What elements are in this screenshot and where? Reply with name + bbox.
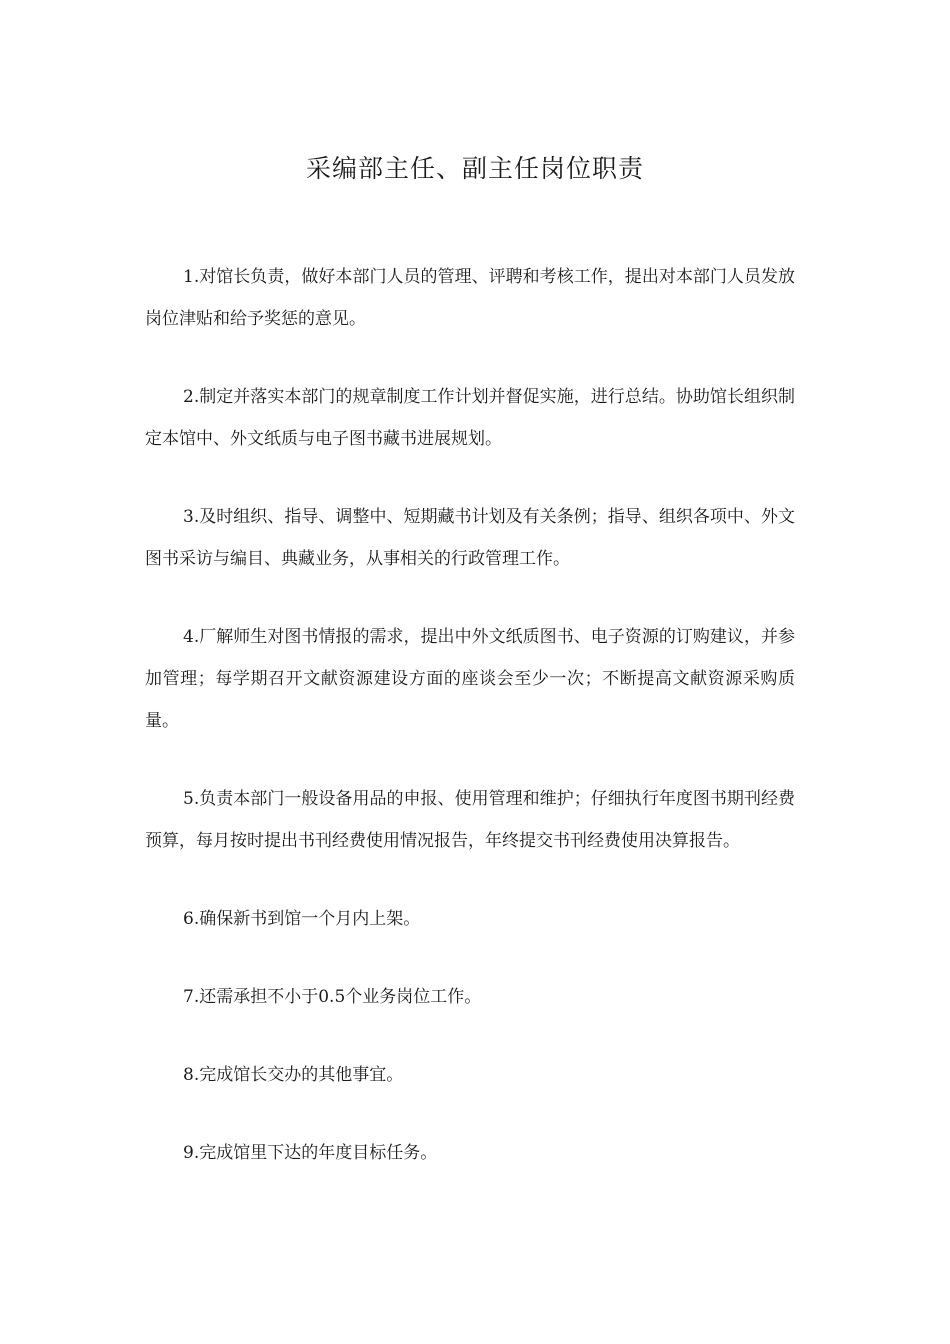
duty-paragraph-2: 2.制定并落实本部门的规章制度工作计划并督促实施，进行总结。协助馆长组织制定本馆中、外文纸质与电子图书藏书进展规划。 [145,387,795,449]
duty-paragraph-8: 8.完成馆长交办的其他事宜。 [183,1065,404,1085]
duty-paragraph-3: 3.及时组织、指导、调整中、短期藏书计划及有关条例；指导、组织各项中、外文图书采访与编目、典藏业务，从事相关的行政管理工作。 [145,507,795,569]
duty-paragraph-4: 4.厂解师生对图书情报的需求，提出中外文纸质图书、电子资源的订购建议，并参加管理；每学期召开文献资源建设方面的座谈会至少一次；不断提高文献资源采购质量。 [145,627,795,731]
duty-paragraph-7: 7.还需承担不小于0.5个业务岗位工作。 [183,987,482,1007]
duty-paragraph-5: 5.负责本部门一般设备用品的申报、使用管理和维护；仔细执行年度图书期刊经费预算，每月按时提出书刊经费使用情况报告，年终提交书刊经费使用决算报告。 [145,789,795,851]
duty-paragraph-6: 6.确保新书到馆一个月内上架。 [183,909,421,929]
document-title: 采编部主任、副主任岗位职责 [305,153,644,183]
duty-paragraph-1: 1.对馆长负责，做好本部门人员的管理、评聘和考核工作，提出对本部门人员发放岗位津贴和给予奖惩的意见。 [145,267,795,329]
document-body [145,256,795,1210]
duty-paragraph-9: 9.完成馆里下达的年度目标任务。 [183,1143,438,1163]
